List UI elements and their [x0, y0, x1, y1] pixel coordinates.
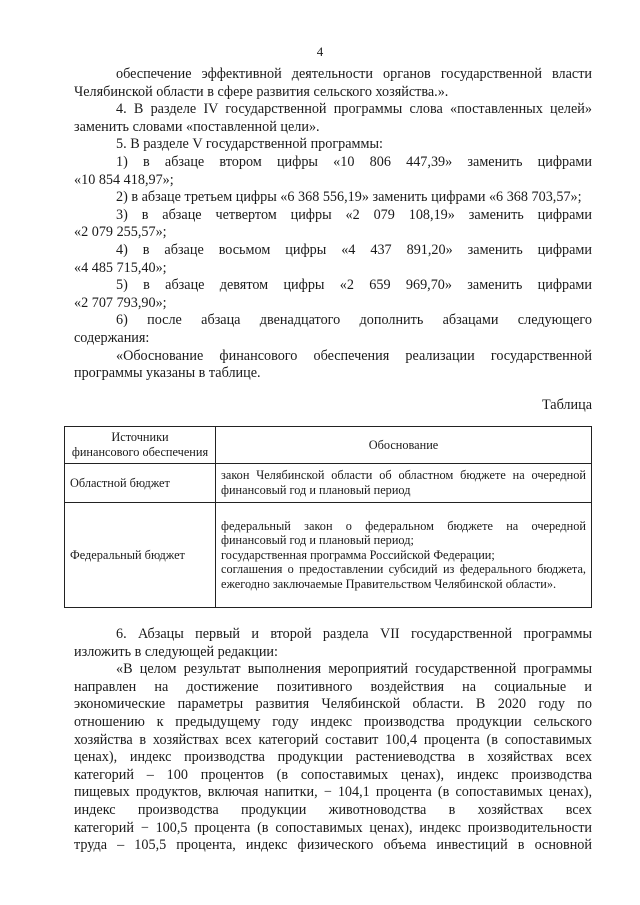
header-basis: Обоснование [216, 427, 592, 464]
bottom-paragraphs [74, 626, 592, 855]
text-line: ценах), индекс производства продукции растениеводства в хозяйствах всех [74, 749, 592, 766]
text-line: заменить словами «поставленной цели». [74, 118, 320, 135]
text-line: «Обоснование финансового обеспечения реализации государственной [116, 347, 592, 364]
table-caption: Таблица [541, 396, 592, 413]
header-sources-line: финансового обеспечения [71, 445, 209, 459]
row-basis [216, 464, 592, 503]
text-line: хозяйства в хозяйствах всех категорий составит 100,4 процента (в сопоставимых [74, 731, 592, 748]
text-line: «4 485 715,40»; [74, 259, 167, 276]
text-line: программы указаны в таблице. [74, 365, 261, 382]
text-line: 4) в абзаце восьмом цифры «4 437 891,20» заменить цифрами [116, 241, 592, 258]
text-line: труда – 105,5 процента, индекс физического объема инвестиций в основной [74, 837, 592, 854]
text-line: индекс производства продукции животноводства в хозяйствах всех [74, 801, 592, 818]
basis-item: государственная программа Российской Федерации; [221, 547, 495, 562]
text-line: 5) в абзаце девятом цифры «2 659 969,70» заменить цифрами [116, 277, 592, 294]
header-sources [65, 427, 216, 464]
text-line: 6) после абзаца двенадцатого дополнить абзацами следующего [116, 312, 592, 329]
text-line: категорий – 100 процентов (в сопоставимых ценах), индекс производства [74, 766, 592, 783]
basis-item: закон Челябинской области об областном бюджете на очередной финансовый год и плановый период [221, 468, 586, 497]
text-line: изложить в следующей редакции: [74, 643, 278, 660]
text-line: содержания: [74, 329, 150, 346]
text-line: «2 079 255,57»; [74, 224, 167, 241]
text-line: 2) в абзаце третьем цифры «6 368 556,19» заменить цифрами «6 368 703,57»; [116, 189, 582, 206]
text-line: «10 854 418,97»; [74, 171, 174, 188]
document-body-bottom [74, 626, 592, 855]
text-line: экономические параметры развития Челябинской области. В 2020 году по [74, 696, 592, 713]
header-sources-line: Источники [111, 430, 169, 445]
table-row [65, 464, 592, 503]
text-line: категорий − 100,5 процента (в сопоставимых ценах), индекс производительности [74, 819, 592, 836]
text-line: 5. В разделе V государственной программы: [116, 136, 383, 153]
text-line: 1) в абзаце втором цифры «10 806 447,39» заменить цифрами [116, 153, 592, 170]
text-line: 4. В разделе IV государственной программы слова «поставленных целей» [116, 101, 592, 118]
document-body-top [74, 66, 592, 414]
financing-table [64, 426, 592, 608]
basis-item: соглашения о предоставлении субсидий из федерального бюджета, ежегодно заключаемые Правительством Челябинской области». [221, 562, 586, 591]
table-row [65, 503, 592, 608]
page-number: 4 [316, 44, 324, 59]
row-source: Федеральный бюджет [65, 503, 216, 608]
top-paragraphs [74, 66, 592, 383]
text-line: обеспечение эффективной деятельности органов государственной власти [116, 66, 592, 82]
row-basis [216, 503, 592, 608]
text-line: 3) в абзаце четвертом цифры «2 079 108,19» заменить цифрами [116, 206, 592, 223]
text-line: пищевых продуктов, включая напитки, − 104,1 процента (в сопоставимых ценах), [74, 784, 592, 801]
text-line: 6. Абзацы первый и второй раздела VII государственной программы [116, 626, 592, 642]
basis-item: федеральный закон о федеральном бюджете на очередной финансовый год и плановый период; [221, 518, 586, 548]
table-header-row [65, 427, 592, 464]
row-source: Областной бюджет [65, 464, 216, 503]
text-line: направлен на достижение позитивного воздействия на социальные и [74, 678, 592, 695]
text-line: «2 707 793,90»; [74, 294, 167, 311]
text-line: отношению к предыдущему году индекс производства продукции сельского [74, 713, 592, 730]
text-line: «В целом результат выполнения мероприятий государственной программы [116, 661, 592, 678]
text-line: Челябинской области в сфере развития сельского хозяйства.». [74, 83, 449, 100]
